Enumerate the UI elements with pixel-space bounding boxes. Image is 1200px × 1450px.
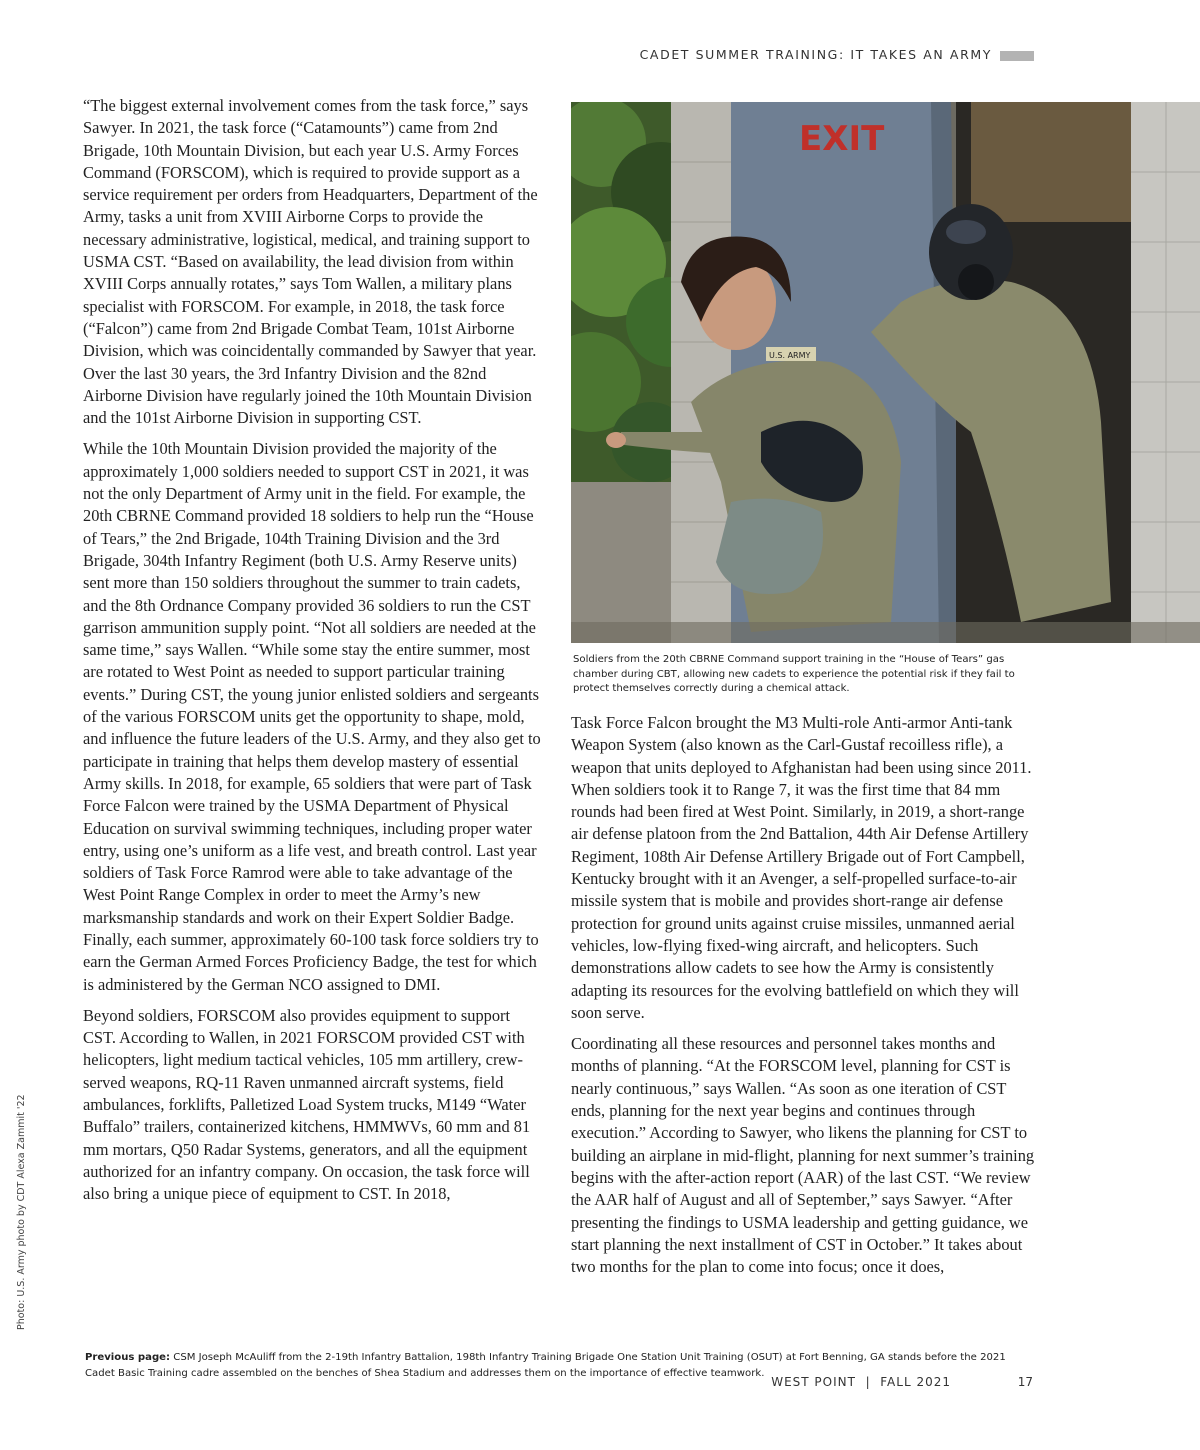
previous-page-text: CSM Joseph McAuliff from the 2-19th Infantry Battalion, 198th Infantry Training Brigade One Station Unit Training (OSUT) at Fort Benning, GA stands before the 2021 Cadet Basic Training cadre assembled on the benches of Shea Stadium and addresses them on the importance of effective teamwork. bbox=[85, 1352, 1006, 1379]
running-header: CADET SUMMER TRAINING: IT TAKES AN ARMY bbox=[639, 47, 992, 62]
photo-credit: Photo: U.S. Army photo by CDT Alexa Zammit '22 bbox=[16, 1094, 27, 1330]
mask-pouch bbox=[716, 499, 823, 594]
paragraph: “The biggest external involvement comes from the task force,” says Sawyer. In 2021, the task force (“Catamounts”) came from 2nd Brigade, 10th Mountain Division, but each year U.S. Army Forces Command (FORSCOM), which is required to provide support as a service requirement per orders from Headquarters, Department of the Army, tasks a unit from XVIII Airborne Corps to provide the necessary administrative, logistical, medical, and training support to USMA CST. “Based on availability, the lead division from within XVIII Corps annually rotates,” says Tom Wallen, a military plans specialist with FORSCOM. For example, in 2018, the task force (“Falcon”) came from 2nd Brigade Combat Team, 101st Airborne Division, which was coincidentally commanded by Sawyer that year. Over the last 30 years, the 3rd Infantry Division and the 82nd Airborne Division have regularly joined the 10th Mountain Division and the 101st Airborne Division in supporting CST. bbox=[83, 96, 538, 428]
previous-page-label: Previous page: bbox=[85, 1352, 171, 1363]
paragraph: Coordinating all these resources and personnel takes months and months of planning. “At the FORSCOM level, planning for CST is nearly continuous,” says Wallen. “As soon as one iteration of CST ends, planning for the next year begins and continues through execution.” According to Sawyer, who likens the planning for CST to building an airplane in mid-flight, planning for next summer’s training begins with the after-action report (AAR) of the last CST. “We review the AAR half of August and all of September,” says Sawyer. “After presenting the findings to USMA leadership and getting guidance, we start planning the next installment of CST in October.” It takes about two months for the plan to come into focus; once it does, bbox=[571, 1034, 1035, 1277]
page-number: 17 bbox=[1017, 1375, 1033, 1389]
right-column bbox=[571, 712, 1037, 1287]
header-accent-bar bbox=[1000, 51, 1034, 61]
paragraph: While the 10th Mountain Division provided the majority of the approximately 1,000 soldiers needed to support CST in 2021, it was not the only Department of Army unit in the field. For example, the 20th CBRNE Command provided 18 soldiers to help run the “House of Tears,” the 2nd Brigade, 104th Training Division and the 3rd Brigade, 304th Infantry Regiment (both U.S. Army Reserve units) sent more than 150 soldiers throughout the summer to train cadets, and the 8th Ordnance Company provided 36 soldiers to run the CST garrison ammunition supply point. “Not all soldiers are needed at the same time,” says Wallen. “While some stay the entire summer, most are rotated to West Point as needed to support particular training events.” During CST, the young junior enlisted soldiers and sergeants of the various FORSCOM units get the opportunity to shape, mold, and influence the future leaders of the U.S. Army, and they also get to participate in training that helps them develop mastery of essential Army skills. In 2018, for example, 65 soldiers that were part of Task Force Falcon were trained by the USMA Department of Physical Education on survival swimming techniques, including proper water entry, using one’s uniform as a life vest, and breath control. Last year soldiers of Task Force Ramrod were able to take advantage of the West Point Range Complex in order to meet the Army’s new marksmanship standards and work on their Expert Soldier Badge. Finally, each summer, approximately 60-100 task force soldiers try to earn the German Armed Forces Proficiency Badge, the test for which is administered by the German NCO assigned to DMI. bbox=[83, 439, 541, 994]
gas-chamber-photo bbox=[571, 102, 1200, 643]
left-column bbox=[83, 95, 547, 1215]
paragraph: Beyond soldiers, FORSCOM also provides equipment to support CST. According to Wallen, in 2021 FORSCOM provided CST with helicopters, light medium tactical vehicles, 105 mm artillery, crew-served weapons, RQ-11 Raven unmanned aircraft systems, field ambulances, forklifts, Palletized Load System trucks, M149 “Water Buffalo” trailers, containerized kitchens, HMMWVs, 60 mm and 81 mm mortars, Q50 Radar Systems, generators, and all the equipment authorized for an infantry company. On occasion, the task force will also bring a unique piece of equipment to CST. In 2018, bbox=[83, 1005, 531, 1204]
publication-name: WEST POINT | FALL 2021 bbox=[771, 1375, 951, 1389]
us-army-tape: U.S. ARMY bbox=[769, 351, 811, 360]
exit-sign: EXIT bbox=[799, 119, 885, 159]
page-footer bbox=[700, 1375, 1033, 1393]
paragraph: Task Force Falcon brought the M3 Multi-role Anti-armor Anti-tank Weapon System (also known as the Carl-Gustaf recoilless rifle), a weapon that units deployed to Afghanistan had been using since 2011. When soldiers took it to Range 7, it was the first time that 84 mm rounds had been fired at West Point. Similarly, in 2019, a short-range air defense platoon from the 2nd Battalion, 44th Air Defense Artillery Regiment, 108th Air Defense Artillery Brigade out of Fort Campbell, Kentucky brought with it an Avenger, a self-propelled surface-to-air missile system that is mobile and provides short-range air defense protection for ground units against cruise missiles, unmanned aerial vehicles, low-flying fixed-wing aircraft, and helicopters. Such demonstrations allow cadets to see how the Army is consistently adapting its resources for the evolving battlefield on which they will soon serve. bbox=[571, 713, 1032, 1022]
photo-caption: Soldiers from the 20th CBRNE Command support training in the “House of Tears” gas chamber during CBT, allowing new cadets to experience the potential risk if they fail to protect themselves correctly during a chemical attack. bbox=[573, 654, 1015, 695]
photo-illustration bbox=[571, 102, 1200, 643]
